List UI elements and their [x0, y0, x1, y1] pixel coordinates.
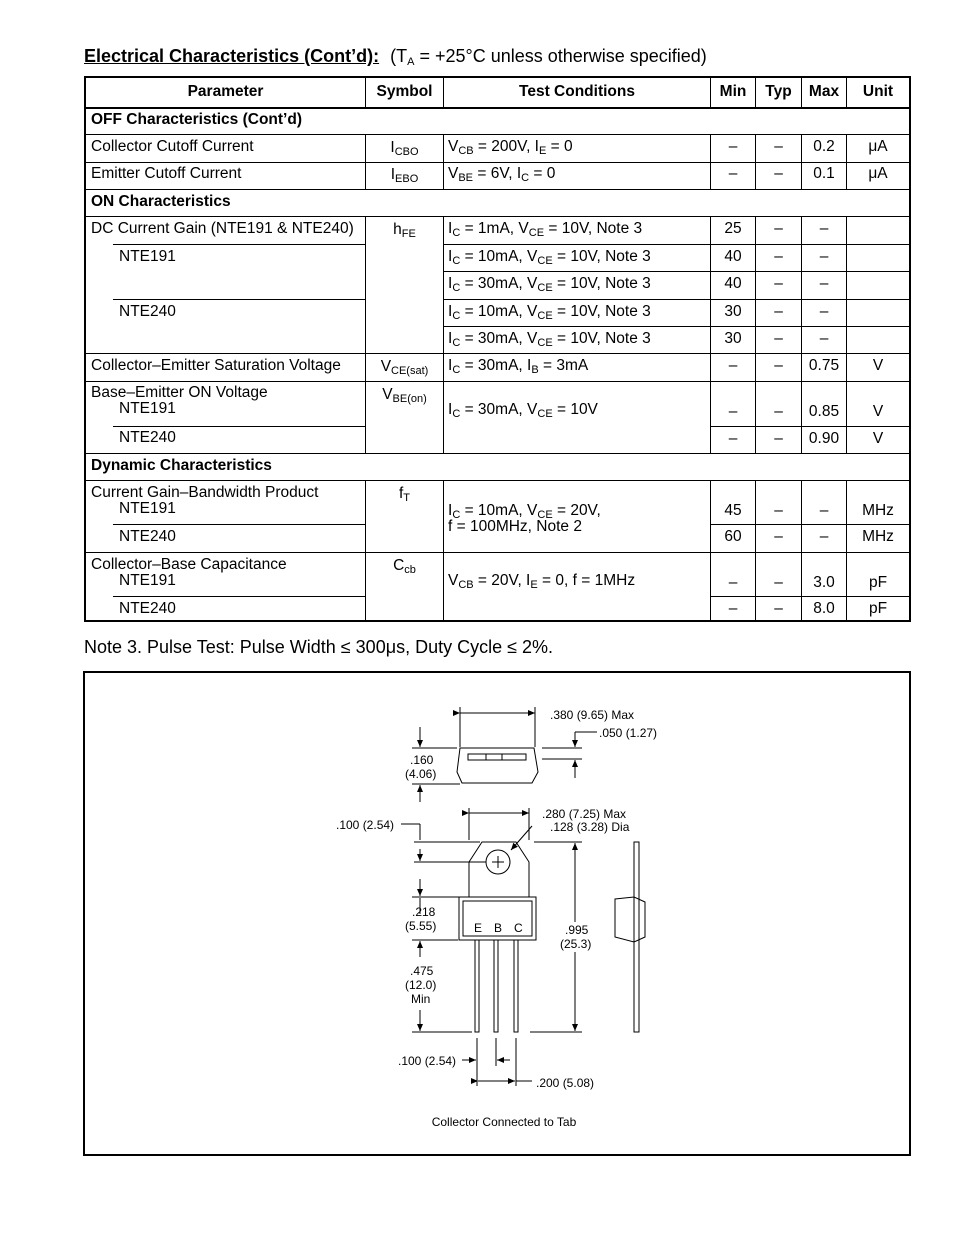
param-ft-nte191: NTE191 [119, 500, 176, 517]
min-icbo: – [728, 138, 738, 155]
typ-hfe-3: – [774, 275, 783, 292]
dim-width-max: .380 (9.65) Max [550, 708, 635, 722]
min-vbeon-nte191: – [728, 403, 738, 420]
dim-tab-width: .280 (7.25) Max [542, 807, 627, 821]
min-hfe-3: 40 [724, 275, 742, 292]
pin-label-c: C [514, 921, 523, 935]
typ-hfe-4: – [774, 303, 783, 320]
min-iebo: – [728, 165, 738, 182]
dim-body-mm: (5.55) [405, 919, 437, 933]
symbol-ft: $f_T$ [398, 485, 411, 504]
param-vbeon-nte191: NTE191 [119, 400, 176, 417]
max-hfe-3: – [819, 275, 829, 292]
section-dynamic: Dynamic Characteristics [91, 457, 272, 474]
cond-ft-line2: f = 100MHz, Note 2 [448, 518, 582, 535]
typ-hfe-5: – [774, 330, 783, 347]
max-vbeon-nte191: 0.85 [808, 403, 840, 420]
unit-vbeon-nte240: V [872, 430, 884, 447]
typ-vcesat: – [774, 357, 783, 374]
max-hfe-1: – [819, 220, 829, 237]
dim-hole-dia: .128 (3.28) Dia [550, 820, 630, 834]
cond-iebo: $V_{BE} = 6V$, $I_C = 0$ [448, 165, 556, 184]
electrical-characteristics-table [84, 76, 911, 622]
typ-ft-nte191: – [774, 502, 783, 519]
package-outline-svg [85, 673, 909, 1154]
dim-height-mm: (4.06) [405, 767, 437, 781]
param-ft: Current Gain–Bandwidth Product [91, 484, 319, 501]
typ-hfe-2: – [774, 248, 783, 265]
param-ft-nte240: NTE240 [119, 528, 176, 545]
dim-lead-mm: (12.0) [405, 978, 437, 992]
dim-total-mm: (25.3) [560, 937, 592, 951]
typ-vbeon-nte191: – [774, 403, 783, 420]
cond-vbeon: $I_C = 30mA$, $V_{CE} = 10V$ [448, 401, 598, 420]
cond-vcesat: $I_C = 30mA$, $I_B = 3mA$ [448, 357, 589, 376]
typ-hfe-1: – [774, 220, 783, 237]
cond-ft: $I_C = 10mA$, $V_{CE} = 20V$, [448, 502, 601, 521]
param-icbo: Collector Cutoff Current [91, 138, 254, 155]
param-hfe: DC Current Gain (NTE191 & NTE240) [91, 220, 354, 237]
header-symbol: Symbol [376, 83, 433, 100]
section-off: OFF Characteristics (Cont’d) [91, 111, 302, 128]
symbol-ccb: $C_{cb}$ [393, 557, 416, 576]
max-vcesat: 0.75 [808, 357, 840, 374]
dim-height-in: .160 [410, 753, 434, 767]
min-hfe-2: 40 [724, 248, 742, 265]
symbol-vbeon: $V_{BE(on)}$ [382, 386, 427, 405]
max-icbo: 0.2 [813, 138, 835, 155]
dim-lead-pitch: .100 (2.54) [398, 1054, 457, 1068]
cond-hfe-5: $I_C = 30mA$, $V_{CE} = 10V$, Note 3 [448, 330, 651, 349]
dim-body-in: .218 [412, 905, 436, 919]
unit-vbeon-nte191: V [872, 403, 884, 420]
unit-iebo: μA [868, 165, 888, 182]
cond-icbo: $V_{CB} = 200V$, $I_E = 0$ [448, 138, 573, 157]
max-ccb-nte191: 3.0 [813, 574, 835, 591]
unit-ccb-nte240: pF [868, 600, 888, 617]
dim-lead-min: Min [411, 992, 431, 1006]
symbol-vcesat: $V_{CE(sat)}$ [380, 358, 429, 377]
cond-hfe-4: $I_C = 10mA$, $V_{CE} = 10V$, Note 3 [448, 303, 651, 322]
max-ft-nte191: – [819, 502, 829, 519]
max-vbeon-nte240: 0.90 [808, 430, 840, 447]
typ-icbo: – [774, 138, 783, 155]
max-ft-nte240: – [819, 528, 829, 545]
dim-tab-thickness: .050 (1.27) [599, 726, 658, 740]
dim-lead-in: .475 [410, 964, 434, 978]
cond-hfe-1: $I_C = 1mA$, $V_{CE} = 10V$, Note 3 [448, 220, 643, 239]
dim-lead-span: .200 (5.08) [536, 1076, 595, 1090]
dim-total-in: .995 [565, 923, 589, 937]
header-unit: Unit [862, 83, 894, 100]
typ-ccb-nte191: – [774, 574, 783, 591]
min-hfe-1: 25 [724, 220, 742, 237]
max-hfe-2: – [819, 248, 829, 265]
param-ccb-nte240: NTE240 [119, 600, 176, 617]
unit-ccb-nte191: pF [868, 574, 888, 591]
min-hfe-5: 30 [724, 330, 742, 347]
dim-hole-top: .100 (2.54) [336, 818, 395, 832]
param-hfe-nte240: NTE240 [119, 303, 176, 320]
unit-ft-nte191: MHz [862, 502, 894, 519]
min-ft-nte191: 45 [724, 502, 742, 519]
param-ccb-nte191: NTE191 [119, 572, 176, 589]
min-ccb-nte191: – [728, 574, 738, 591]
header-min: Min [719, 83, 747, 100]
max-hfe-5: – [819, 330, 829, 347]
unit-vcesat: V [872, 357, 884, 374]
max-iebo: 0.1 [813, 165, 835, 182]
title-condition: ($T_A = +25^\circ C$ unless otherwise specified) [390, 46, 707, 68]
unit-icbo: μA [868, 138, 888, 155]
package-drawing [83, 671, 911, 1156]
symbol-icbo: $I_{CBO}$ [390, 139, 419, 158]
pin-label-b: B [494, 921, 503, 935]
pulse-test-note: Note 3. Pulse Test: Pulse Width ≤ 300μs, Duty Cycle ≤ 2%. [84, 637, 553, 657]
drawing-caption: Collector Connected to Tab [431, 1115, 577, 1129]
symbol-hfe: $h_{FE}$ [393, 221, 416, 240]
header-typ: Typ [765, 83, 792, 100]
cond-ccb: $V_{CB} = 20V$, $I_E = 0$, f = 1MHz [448, 572, 636, 591]
max-hfe-4: – [819, 303, 829, 320]
cond-hfe-3: $I_C = 30mA$, $V_{CE} = 10V$, Note 3 [448, 275, 651, 294]
max-ccb-nte240: 8.0 [813, 600, 835, 617]
min-vcesat: – [728, 357, 738, 374]
section-on: ON Characteristics [91, 193, 231, 210]
section-title [84, 46, 707, 67]
param-ccb: Collector–Base Capacitance [91, 556, 287, 573]
param-vcesat: Collector–Emitter Saturation Voltage [91, 357, 341, 374]
typ-ccb-nte240: – [774, 600, 783, 617]
header-max: Max [808, 83, 840, 100]
title-main: Electrical Characteristics (Cont’d): [84, 46, 380, 66]
param-vbeon: Base–Emitter ON Voltage [91, 384, 268, 401]
header-test-conditions: Test Conditions [519, 83, 635, 100]
typ-iebo: – [774, 165, 783, 182]
pin-label-e: E [474, 921, 483, 935]
cond-hfe-2: $I_C = 10mA$, $V_{CE} = 10V$, Note 3 [448, 248, 651, 267]
param-vbeon-nte240: NTE240 [119, 429, 176, 446]
typ-ft-nte240: – [774, 528, 783, 545]
param-hfe-nte191: NTE191 [119, 248, 176, 265]
header-parameter: Parameter [187, 83, 264, 100]
typ-vbeon-nte240: – [774, 430, 783, 447]
unit-ft-nte240: MHz [862, 528, 894, 545]
symbol-iebo: $I_{EBO}$ [390, 166, 419, 185]
min-ccb-nte240: – [728, 600, 738, 617]
min-vbeon-nte240: – [728, 430, 738, 447]
min-hfe-4: 30 [724, 303, 742, 320]
min-ft-nte240: 60 [724, 528, 742, 545]
param-iebo: Emitter Cutoff Current [91, 165, 242, 182]
